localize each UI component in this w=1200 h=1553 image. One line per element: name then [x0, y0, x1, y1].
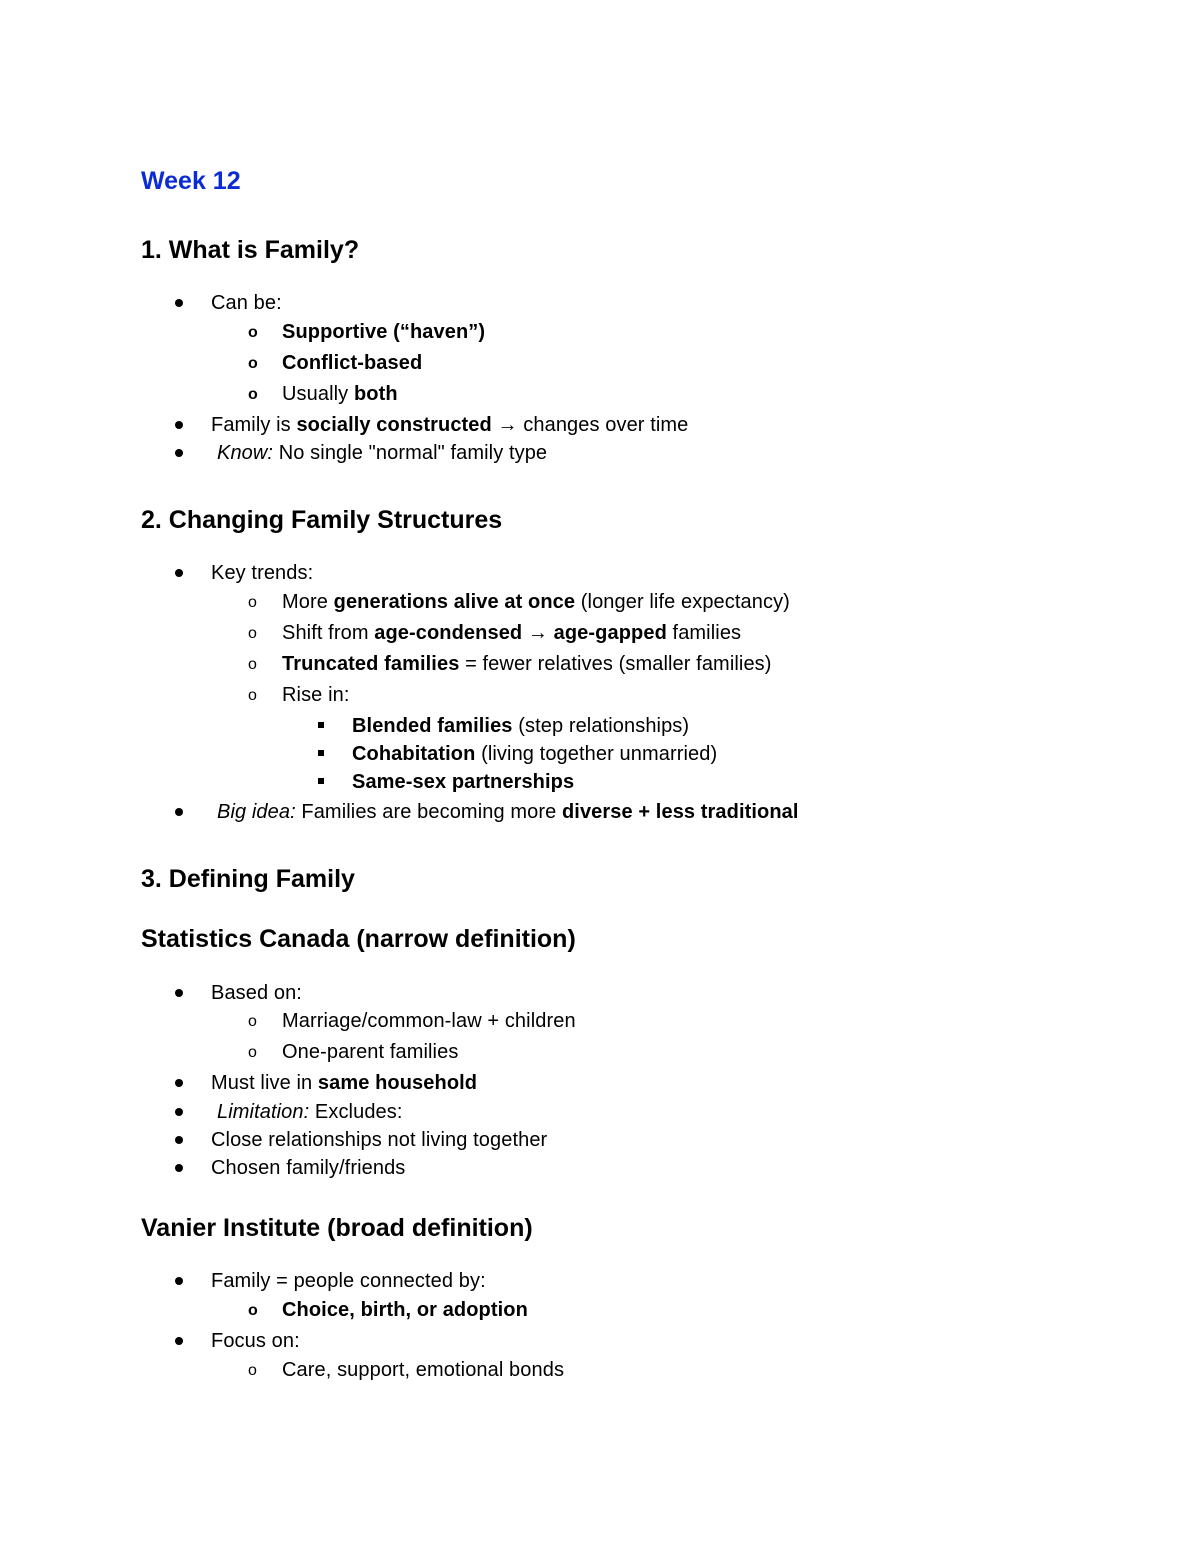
bullet-icon [175, 1136, 183, 1144]
sub-bullet-icon: o [248, 355, 258, 372]
section-heading-changing-structures: 2. Changing Family Structures [141, 506, 503, 534]
list-item-shift: Shift from age-condensed → age-gapped families [282, 622, 742, 644]
subheading-statistics-canada: Statistics Canada (narrow definition) [141, 925, 576, 953]
bullet-icon [175, 569, 183, 577]
list-item-close-relationships: Close relationships not living together [211, 1129, 548, 1151]
list-item-big-idea: Big idea: Families are becoming more diverse + less traditional [217, 801, 799, 823]
list-item-rise-in: Rise in: [282, 684, 350, 706]
bullet-icon [175, 299, 183, 307]
list-item-more-generations: More generations alive at once (longer life expectancy) [282, 591, 790, 613]
sub-bullet-icon: o [248, 1302, 258, 1319]
list-item-can-be: Can be: [211, 292, 282, 314]
sub-bullet-icon: o [248, 324, 258, 341]
sub-bullet-icon: o [248, 625, 257, 642]
list-item-supportive: Supportive (“haven”) [282, 321, 486, 343]
list-item-based-on: Based on: [211, 982, 302, 1004]
square-bullet-icon [318, 722, 324, 728]
list-item-truncated: Truncated families = fewer relatives (smaller families) [282, 653, 772, 675]
square-bullet-icon [318, 778, 324, 784]
subheading-vanier-institute: Vanier Institute (broad definition) [141, 1214, 533, 1242]
sub-bullet-icon: o [248, 656, 257, 673]
list-item-focus-on: Focus on: [211, 1330, 300, 1352]
list-item-care-support: Care, support, emotional bonds [282, 1359, 565, 1381]
bullet-icon [175, 1108, 183, 1116]
sub-bullet-icon: o [248, 594, 257, 611]
list-item-chosen-family: Chosen family/friends [211, 1157, 406, 1179]
list-item-blended: Blended families (step relationships) [352, 715, 690, 737]
bullet-icon [175, 449, 183, 457]
list-item-choice-birth-adoption: Choice, birth, or adoption [282, 1299, 528, 1321]
bullet-icon [175, 808, 183, 816]
sub-bullet-icon: o [248, 687, 257, 704]
section-heading-what-is-family: 1. What is Family? [141, 236, 360, 264]
bullet-icon [175, 1337, 183, 1345]
list-item-limitation: Limitation: Excludes: [217, 1101, 403, 1123]
list-item-usually-both: Usually both [282, 383, 398, 405]
sub-bullet-icon: o [248, 386, 258, 403]
bullet-icon [175, 1079, 183, 1087]
page-title: Week 12 [141, 167, 241, 195]
bullet-icon [175, 1164, 183, 1172]
square-bullet-icon [318, 750, 324, 756]
bullet-icon [175, 1277, 183, 1285]
sub-bullet-icon: o [248, 1013, 257, 1030]
list-item-cohabitation: Cohabitation (living together unmarried) [352, 743, 718, 765]
list-item-same-household: Must live in same household [211, 1072, 478, 1094]
list-item-key-trends: Key trends: [211, 562, 314, 584]
list-item-conflict: Conflict-based [282, 352, 423, 374]
list-item-socially-constructed: Family is socially constructed → changes over time [211, 414, 689, 436]
section-heading-defining-family: 3. Defining Family [141, 865, 355, 893]
list-item-know: Know: No single "normal" family type [217, 442, 548, 464]
bullet-icon [175, 989, 183, 997]
list-item-connected-by: Family = people connected by: [211, 1270, 486, 1292]
list-item-one-parent: One-parent families [282, 1041, 459, 1063]
list-item-marriage: Marriage/common-law + children [282, 1010, 576, 1032]
sub-bullet-icon: o [248, 1044, 257, 1061]
sub-bullet-icon: o [248, 1362, 257, 1379]
bullet-icon [175, 421, 183, 429]
list-item-same-sex: Same-sex partnerships [352, 771, 575, 793]
